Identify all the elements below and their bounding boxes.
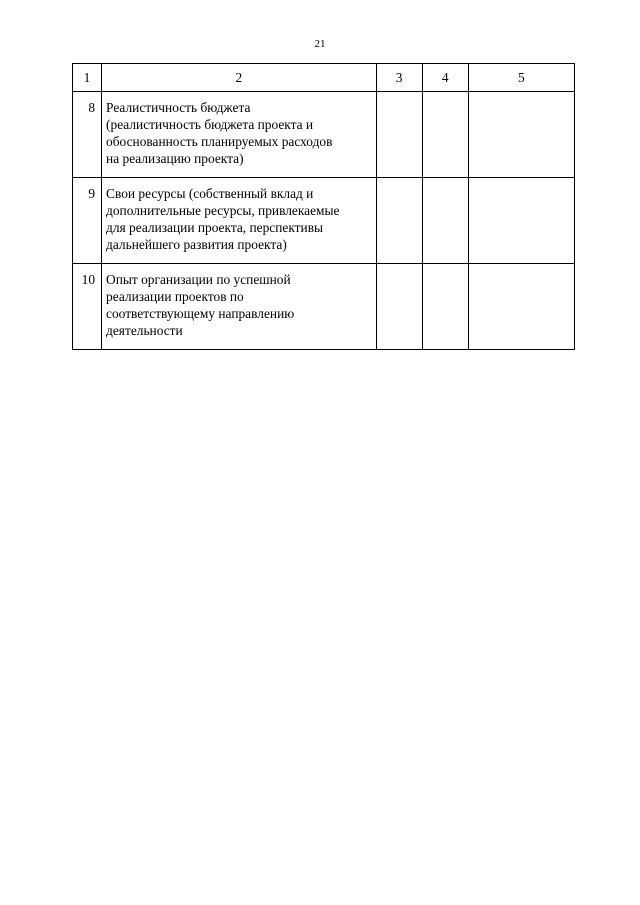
table-row	[73, 92, 575, 178]
criterion-description	[102, 264, 377, 350]
criterion-line: Реалистичность бюджета	[106, 100, 251, 115]
header-cell-1: 1	[73, 64, 102, 92]
criterion-line: (реалистичность бюджета проекта и	[106, 117, 314, 132]
table-header-row	[73, 64, 575, 92]
criterion-line: соответствующему направлению	[106, 306, 295, 321]
criterion-line: на реализацию проекта)	[106, 151, 244, 166]
criterion-line: реализации проектов по	[106, 289, 244, 304]
row-number: 8	[73, 92, 102, 178]
criterion-line: Опыт организации по успешной	[106, 272, 291, 287]
criterion-line: дополнительные ресурсы, привлекаемые	[106, 203, 340, 218]
score-cell-4	[422, 92, 468, 178]
criterion-line: для реализации проекта, перспективы	[106, 220, 324, 235]
table-row	[73, 264, 575, 350]
header-cell-3: 3	[376, 64, 422, 92]
score-cell-5	[468, 178, 574, 264]
table-row	[73, 178, 575, 264]
score-cell-3	[376, 178, 422, 264]
criterion-line: деятельности	[106, 323, 183, 338]
page-number: 21	[314, 38, 326, 50]
criterion-line: дальнейшего развития проекта)	[106, 237, 287, 252]
score-cell-4	[422, 178, 468, 264]
score-cell-3	[376, 92, 422, 178]
score-cell-5	[468, 92, 574, 178]
row-number: 9	[73, 178, 102, 264]
header-cell-5: 5	[468, 64, 574, 92]
header-cell-2: 2	[102, 64, 377, 92]
criterion-line: обоснованность планируемых расходов	[106, 134, 333, 149]
header-cell-4: 4	[422, 64, 468, 92]
score-cell-5	[468, 264, 574, 350]
criterion-description	[102, 178, 377, 264]
evaluation-criteria-table	[72, 63, 575, 350]
criterion-line: Свои ресурсы (собственный вклад и	[106, 186, 314, 201]
score-cell-3	[376, 264, 422, 350]
score-cell-4	[422, 264, 468, 350]
row-number: 10	[73, 264, 102, 350]
criterion-description	[102, 92, 377, 178]
